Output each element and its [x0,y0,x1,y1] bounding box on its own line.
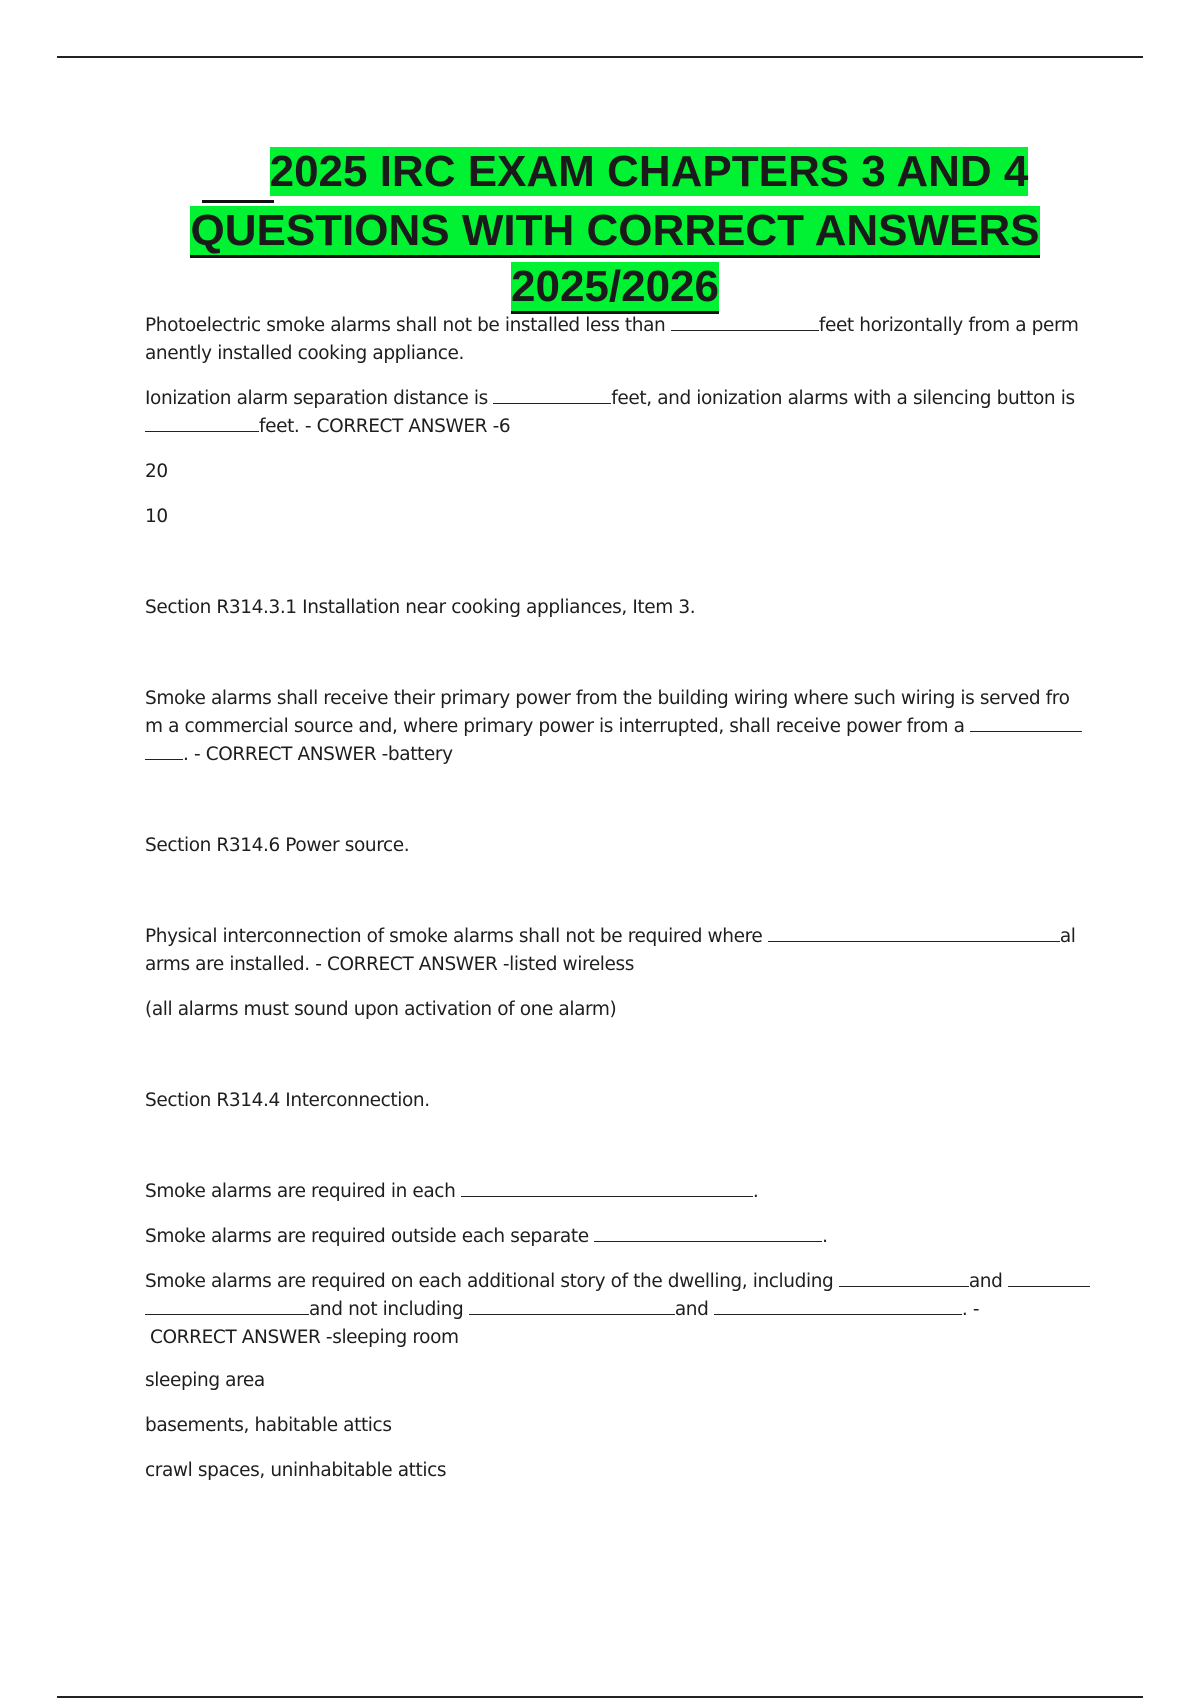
reference-section: Section R314.4 Interconnection. [145,1090,430,1111]
question-3 [145,685,1095,769]
answer-blank [594,1223,822,1242]
q3-text-line2: m a commercial source and, where primary power is interrupted, shall receive power from a [145,716,971,737]
answer-blank [493,385,611,404]
question-5a [145,1178,1095,1206]
answer-blank [1008,1268,1090,1287]
top-rule [57,56,1143,58]
q1-text-line2: anently installed cooking appliance. [145,343,464,364]
reference-section: Section R314.3.1 Installation near cooking appliances, Item 3. [145,597,696,618]
q4-note: (all alarms must sound upon activation of one alarm) [145,999,617,1020]
q4-answer: arms are installed. - CORRECT ANSWER -listed wireless [145,954,635,975]
question-4 [145,923,1095,979]
q5b-text: Smoke alarms are required outside each separate [145,1226,595,1247]
q5-answer: CORRECT ANSWER -sleeping room [150,1327,459,1348]
q5-answer-4: crawl spaces, uninhabitable attics [145,1460,447,1481]
answer-blank [970,713,1082,732]
title-underline-lead [202,144,274,203]
q3-text: Smoke alarms shall receive their primary power from the building wiring where such wiring is served fro [145,688,1070,709]
answer-blank [461,1178,753,1197]
q4-text-after: al [1059,926,1076,947]
title-line-3: 2025/2026 [511,262,719,314]
q2-answer-2: 20 [145,461,168,482]
q2-answer-3: 10 [145,506,168,527]
q2-text-middle: feet, and ionization alarms with a silencing button is [611,388,1075,409]
document-body [145,312,1095,1502]
answer-blank [714,1296,962,1315]
q2-answer: feet. - CORRECT ANSWER -6 [259,416,511,437]
q4-text: Physical interconnection of smoke alarms shall not be required where [145,926,768,947]
q5c-not-including: and not including [309,1299,469,1320]
q5c-text: Smoke alarms are required on each additional story of the dwelling, including [145,1271,839,1292]
question-1 [145,312,1095,368]
q5b-end: . [822,1226,828,1247]
answer-blank [145,1296,309,1315]
q5c-and: and [674,1299,714,1320]
title-line-1: 2025 IRC EXAM CHAPTERS 3 AND 4 [269,147,1029,196]
answer-blank [671,312,819,331]
answer-blank [145,741,183,760]
question-5b [145,1223,1095,1251]
bottom-rule [57,1696,1143,1698]
q1-text-after: feet horizontally from a perm [818,315,1079,336]
q5-answer-3: basements, habitable attics [145,1415,392,1436]
answer-blank [145,413,259,432]
reference-section: Section R314.6 Power source. [145,835,410,856]
q1-text: Photoelectric smoke alarms shall not be installed less than [145,315,671,336]
q5c-and: and [968,1271,1008,1292]
document-title [120,144,1110,315]
q5c-end: . - [961,1299,980,1320]
q5-answer-2: sleeping area [145,1370,265,1391]
answer-blank [469,1296,675,1315]
q3-answer: . - CORRECT ANSWER -battery [183,744,453,765]
q2-text: Ionization alarm separation distance is [145,388,494,409]
q5a-text: Smoke alarms are required in each [145,1181,461,1202]
question-2 [145,385,1095,441]
answer-blank [768,923,1060,942]
question-5c [145,1268,1095,1352]
title-line-2: QUESTIONS WITH CORRECT ANSWERS [190,206,1039,258]
answer-blank [839,1268,969,1287]
q5a-end: . [752,1181,759,1202]
